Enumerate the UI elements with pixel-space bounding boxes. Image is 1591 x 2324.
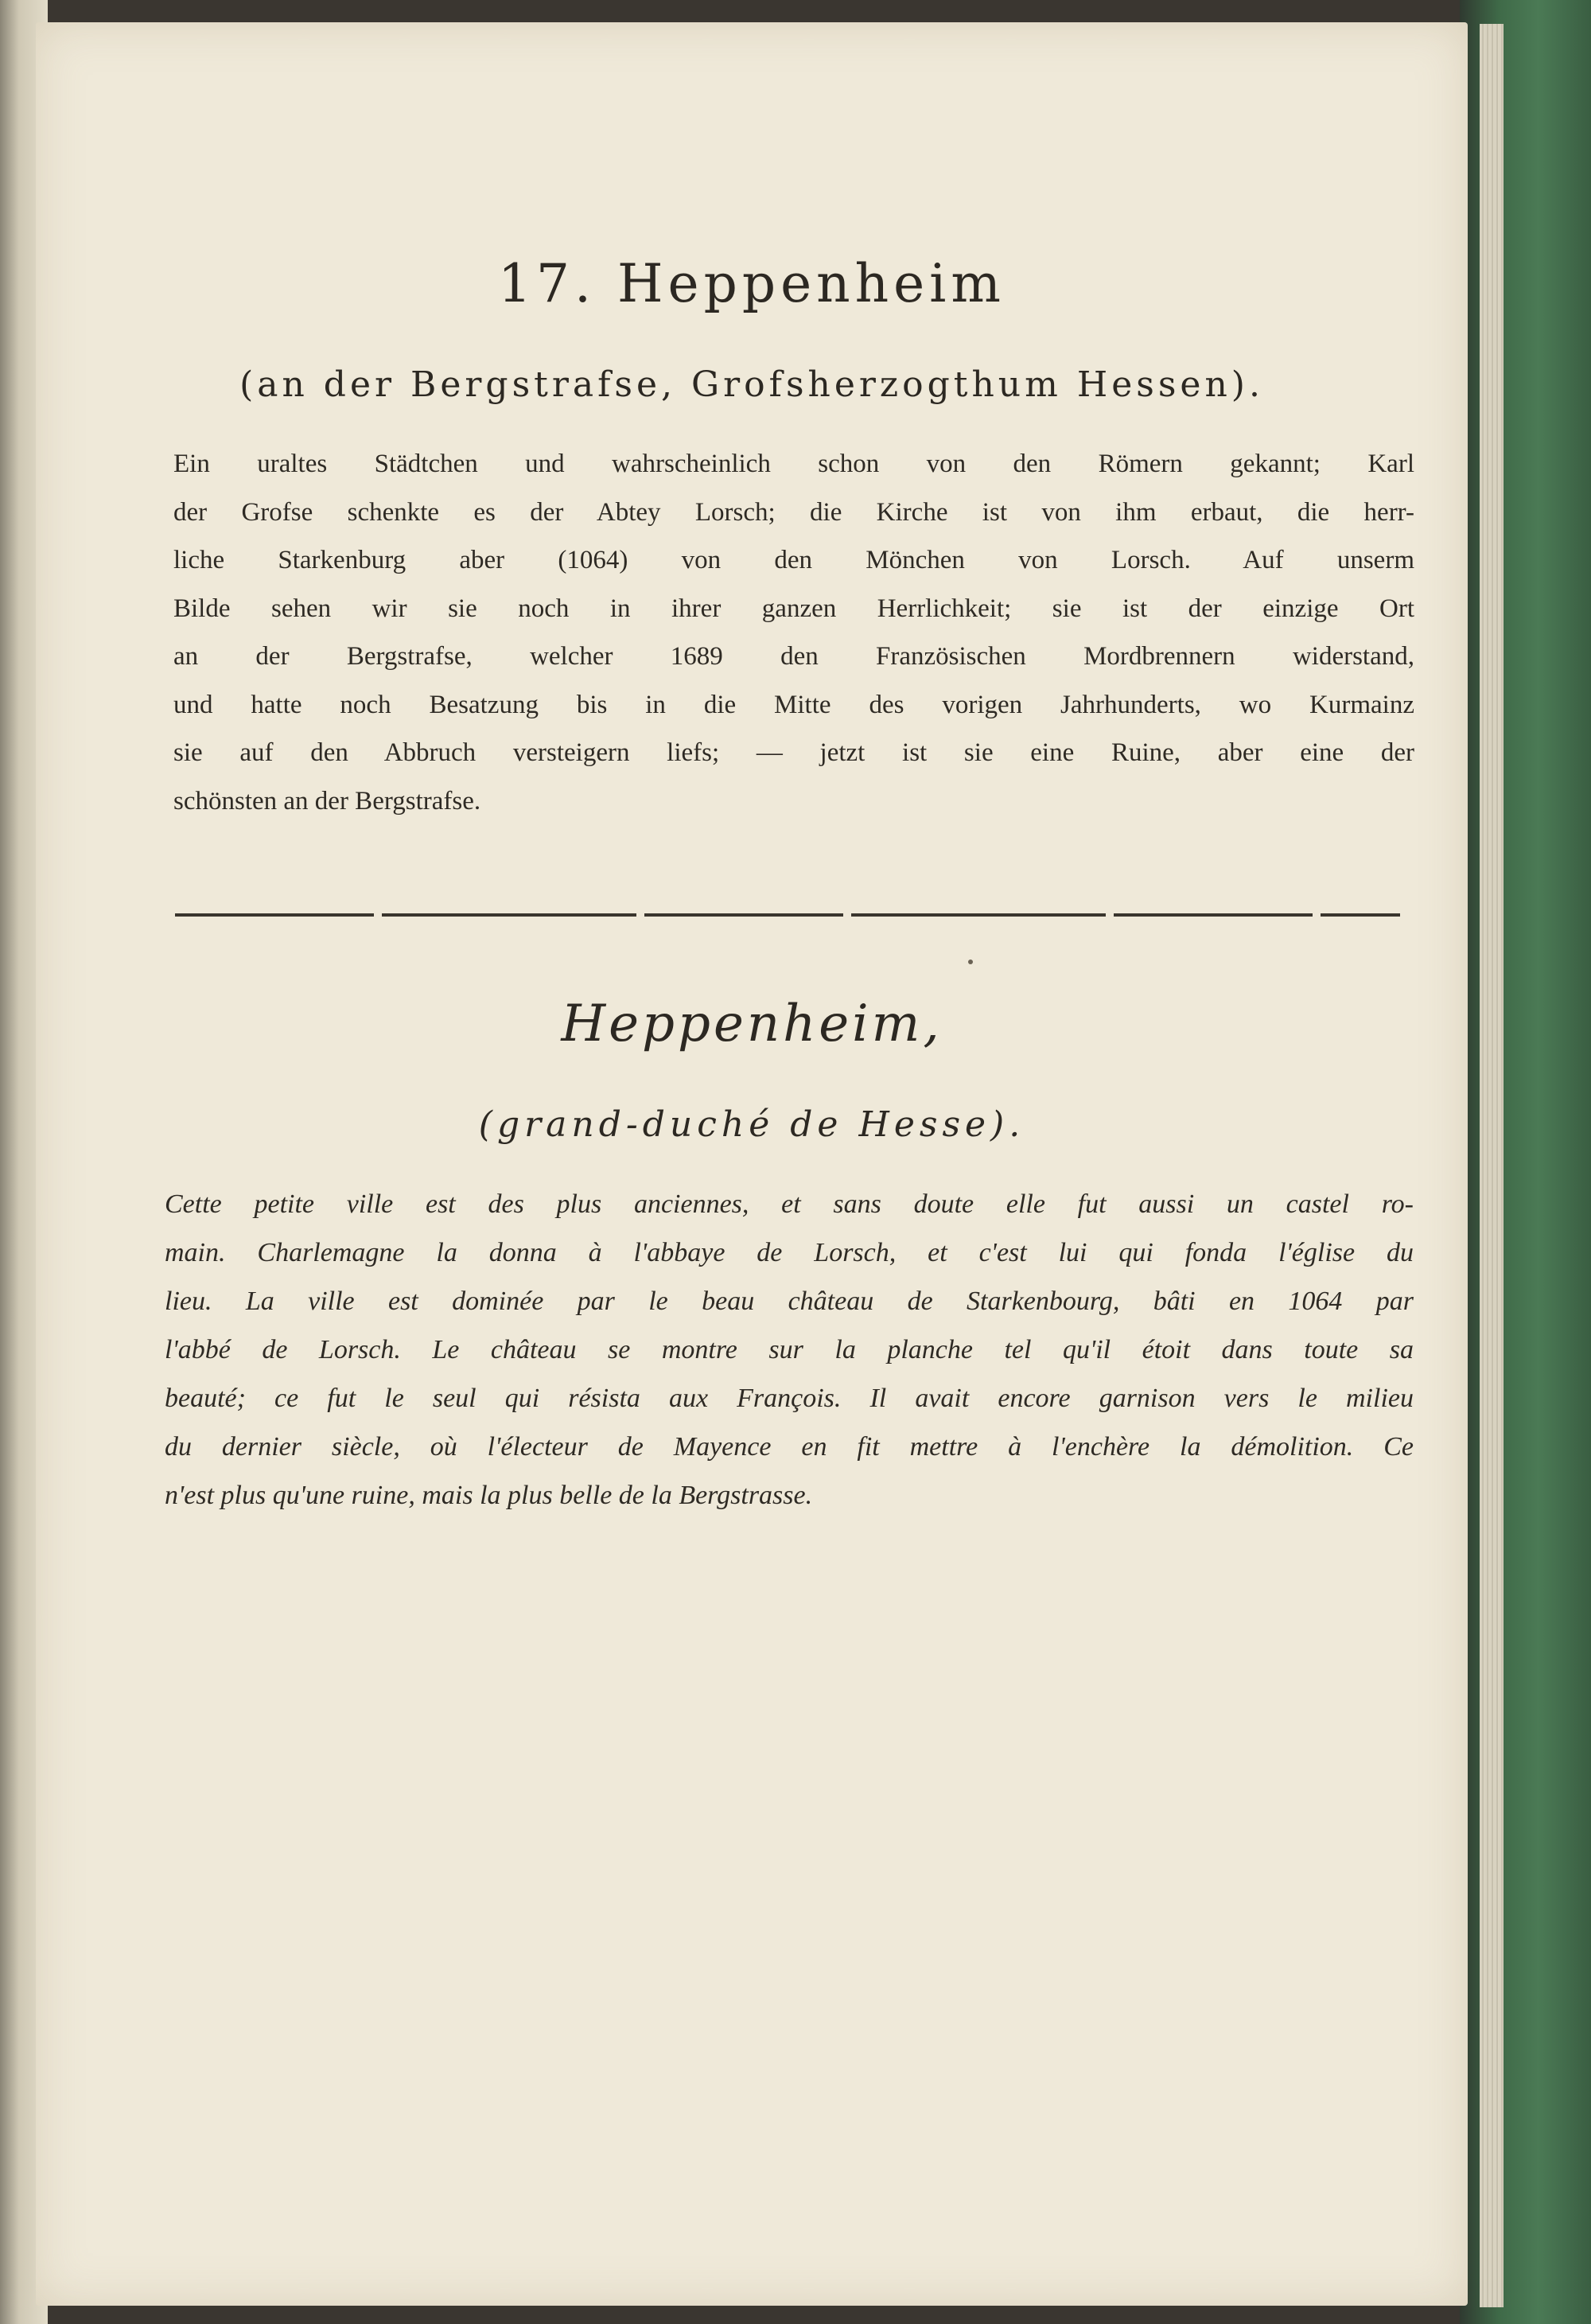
german-line: und hatte noch Besatzung bis in die Mitte des vorigen Jahrhunderts, wo Kurmainz [173,690,1414,719]
german-line: an der Bergstrafse, welcher 1689 den Französischen Mordbrennern widerstand, [173,642,1414,671]
ornament-dot [968,960,973,964]
german-subtitle: (an der Bergstrafse, Grofsherzogthum Hessen). [239,364,1264,405]
french-line: du dernier siècle, où l'électeur de Mayence en fit mettre à l'enchère la démolition. Ce [165,1432,1414,1462]
french-line: l'abbé de Lorsch. Le château se montre sur la planche tel qu'il étoit dans toute sa [165,1335,1414,1364]
page-stack-edges [1480,24,1503,2307]
french-line: main. Charlemagne la donna à l'abbaye de Lorsch, et c'est lui qui fonda l'église du [165,1238,1414,1267]
french-body [165,1180,1414,1520]
french-line: n'est plus qu'une ruine, mais la plus belle de la Bergstrasse. [165,1481,813,1510]
german-line: Bilde sehen wir sie noch in ihrer ganzen Herrlichkeit; sie ist der einzige Ort [173,594,1414,623]
german-line: sie auf den Abbruch versteigern liefs; — jetzt ist sie eine Ruine, aber eine der [173,738,1414,767]
french-line: lieu. La ville est dominée par le beau château de Starkenbourg, bâti en 1064 par [165,1287,1414,1316]
french-subtitle: (grand-duché de Hesse). [478,1104,1025,1145]
french-line: beauté; ce fut le seul qui résista aux François. Il avait encore garnison vers le milieu [165,1384,1414,1413]
german-line: schönsten an der Bergstrafse. [173,786,481,816]
french-title: Heppenheim, [561,995,943,1053]
german-line: liche Starkenburg aber (1064) von den Mönchen von Lorsch. Auf unserm [173,546,1414,574]
book-page [36,22,1468,2306]
german-line: Ein uraltes Städtchen und wahrscheinlich schon von den Römern gekannt; Karl [173,450,1414,478]
french-line: Cette petite ville est des plus anciennes, et sans doute elle fut aussi un castel ro- [165,1189,1414,1219]
german-line: der Grofse schenkte es der Abtey Lorsch; die Kirche ist von ihm erbaut, die herr- [173,497,1414,527]
german-title: 17. Heppenheim [498,253,1006,314]
german-body [173,440,1414,825]
section-divider [175,913,1400,917]
